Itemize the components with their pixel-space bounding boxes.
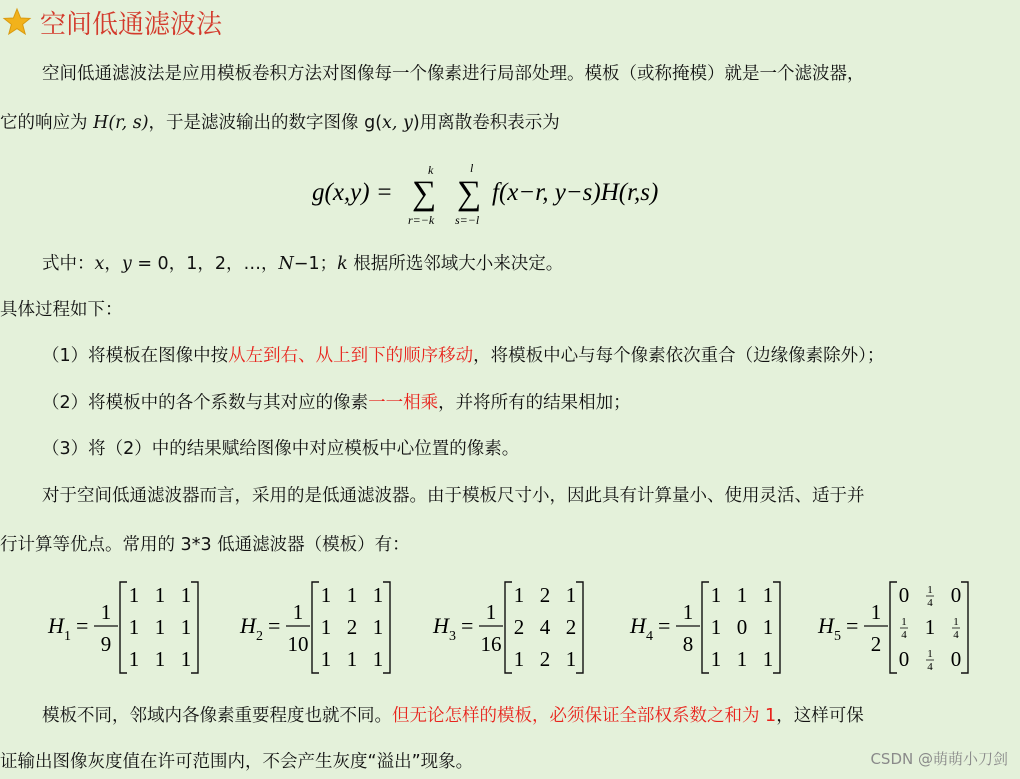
var-n: N bbox=[278, 254, 294, 274]
sum1-sign: ∑ bbox=[412, 175, 437, 212]
fraction-denominator: 2 bbox=[870, 632, 882, 656]
matrix-name: H bbox=[818, 613, 834, 638]
var-y: y bbox=[121, 254, 132, 274]
matrix-cell: 1 bbox=[128, 647, 140, 671]
fraction-numerator: 1 bbox=[292, 600, 304, 624]
right-bracket bbox=[961, 582, 968, 673]
paragraph-2-line-2: 行计算等优点。常用的 3*3 低通滤波器（模板）有： bbox=[0, 535, 410, 555]
formula-body: f(x−r, y−s)H(r,s) bbox=[492, 179, 659, 206]
matrix-subscript: 2 bbox=[256, 629, 263, 644]
matrix-cell: 4 bbox=[539, 615, 551, 639]
matrix-cell: 1 bbox=[710, 583, 722, 607]
paragraph-2-line-1: 对于空间低通滤波器而言，采用的是低通滤波器。由于模板尺寸小，因此具有计算量小、使用灵活、适于并 bbox=[42, 486, 865, 506]
matrix-cell: 1 bbox=[372, 615, 384, 639]
equals-sign: = bbox=[846, 613, 859, 638]
matrix-cell: 1 bbox=[762, 583, 774, 607]
matrix-cell: 0 bbox=[736, 615, 748, 639]
matrix-cell: 1 bbox=[320, 647, 332, 671]
paragraph-1-line-2 bbox=[0, 111, 560, 135]
text-segment: ，于是滤波输出的数字图像 g( bbox=[148, 113, 383, 133]
matrix-cell: 1 bbox=[180, 615, 192, 639]
matrix-cell: 1 bbox=[154, 583, 166, 607]
matrix-cell: 1 bbox=[372, 583, 384, 607]
right-bracket bbox=[773, 582, 780, 673]
matrix-subscript: 1 bbox=[64, 629, 71, 644]
text-segment: ，这样可保 bbox=[776, 706, 864, 726]
matrix-cell: 2 bbox=[513, 615, 525, 639]
text-segment: 根据所选邻域大小来决定。 bbox=[347, 254, 564, 274]
left-bracket bbox=[505, 582, 512, 673]
matrix-cell: 1 bbox=[565, 583, 577, 607]
where-clause bbox=[42, 252, 563, 276]
fraction-numerator: 1 bbox=[485, 600, 497, 624]
process-heading: 具体过程如下： bbox=[0, 300, 123, 320]
star-icon bbox=[2, 7, 32, 37]
text-segment: −1； bbox=[293, 254, 338, 274]
matrix-cell: 1 bbox=[180, 647, 192, 671]
text-segment: （1）将模板在图像中按 bbox=[42, 346, 229, 366]
right-bracket bbox=[383, 582, 390, 673]
text-segment: 模板不同，邻域内各像素重要程度也就不同。 bbox=[42, 706, 392, 726]
matrix-cell-numerator: 1 bbox=[953, 616, 959, 628]
paragraph-3-line-2: 证输出图像灰度值在许可范围内，不会产生灰度“溢出”现象。 bbox=[0, 752, 474, 772]
matrix-cell: 1 bbox=[320, 583, 332, 607]
matrix-cell: 1 bbox=[710, 615, 722, 639]
sum2-lower: s=−l bbox=[455, 213, 480, 227]
text-segment: （2）将模板中的各个系数与其对应的像素 bbox=[42, 393, 369, 413]
sum1-lower: r=−k bbox=[408, 213, 435, 227]
highlight-text: 从左到右、从上到下的顺序移动 bbox=[228, 346, 474, 366]
page-title: 空间低通滤波法 bbox=[40, 9, 223, 40]
text-segment: 它的响应为 bbox=[0, 113, 94, 133]
var-k: k bbox=[337, 254, 348, 274]
matrix-cell: 1 bbox=[154, 647, 166, 671]
fraction-denominator: 16 bbox=[480, 632, 502, 656]
highlight-text: 一一相乘 bbox=[368, 393, 439, 413]
matrix-subscript: 4 bbox=[646, 629, 653, 644]
equals-sign: = bbox=[461, 613, 474, 638]
equals-sign: = bbox=[658, 613, 671, 638]
paragraph-3-line-1 bbox=[42, 704, 864, 728]
left-bracket bbox=[312, 582, 319, 673]
matrix-cell: 0 bbox=[898, 647, 910, 671]
matrix-cell: 1 bbox=[736, 647, 748, 671]
matrix-cell: 1 bbox=[180, 583, 192, 607]
matrix-cell: 2 bbox=[539, 647, 551, 671]
matrix-cell-numerator: 1 bbox=[901, 616, 907, 628]
matrix-subscript: 3 bbox=[449, 629, 456, 644]
title-row bbox=[0, 4, 222, 40]
matrix-cell-numerator: 1 bbox=[927, 584, 933, 596]
equals-sign: = bbox=[268, 613, 281, 638]
fraction-numerator: 1 bbox=[682, 600, 694, 624]
watermark: CSDN @萌萌小刀剑 bbox=[870, 750, 1008, 768]
left-bracket bbox=[702, 582, 709, 673]
matrix-cell: 1 bbox=[762, 615, 774, 639]
coords-symbol: x, y bbox=[382, 113, 413, 133]
matrix-name: H bbox=[630, 613, 646, 638]
fraction-numerator: 1 bbox=[870, 600, 882, 624]
fraction-denominator: 8 bbox=[682, 632, 694, 656]
matrix-cell: 1 bbox=[128, 615, 140, 639]
step-1 bbox=[42, 344, 884, 368]
matrix-cell: 1 bbox=[710, 647, 722, 671]
filter-matrices bbox=[40, 578, 1000, 678]
matrix-cell-denominator: 4 bbox=[927, 597, 933, 609]
response-symbol: H(r, s) bbox=[93, 113, 149, 133]
matrix-name: H bbox=[48, 613, 64, 638]
matrix-cell: 2 bbox=[565, 615, 577, 639]
sum2-upper: l bbox=[470, 161, 474, 175]
matrix-cell: 1 bbox=[346, 647, 358, 671]
left-bracket bbox=[120, 582, 127, 673]
step-3: （3）将（2）中的结果赋给图像中对应模板中心位置的像素。 bbox=[42, 439, 520, 459]
matrix-cell-denominator: 4 bbox=[901, 629, 907, 641]
matrix-cell-numerator: 1 bbox=[927, 648, 933, 660]
sum1-upper: k bbox=[428, 163, 434, 177]
matrix-cell: 1 bbox=[346, 583, 358, 607]
text-segment: = 0，1，2，…， bbox=[131, 254, 279, 274]
matrix-cell: 0 bbox=[898, 583, 910, 607]
text-segment: ， bbox=[104, 254, 122, 274]
matrix-cell: 1 bbox=[736, 583, 748, 607]
step-2 bbox=[42, 391, 631, 415]
matrix-subscript: 5 bbox=[834, 629, 841, 644]
matrix-cell-denominator: 4 bbox=[953, 629, 959, 641]
matrix-cell: 1 bbox=[565, 647, 577, 671]
equals-sign: = bbox=[76, 613, 89, 638]
formula-lhs: g(x,y) = bbox=[312, 179, 393, 206]
matrix-cell: 0 bbox=[950, 583, 962, 607]
matrix-cell: 1 bbox=[924, 615, 936, 639]
matrix-cell: 1 bbox=[320, 615, 332, 639]
sum2-sign: ∑ bbox=[457, 175, 482, 212]
matrix-cell: 1 bbox=[513, 647, 525, 671]
left-bracket bbox=[890, 582, 897, 673]
matrix-cell-denominator: 4 bbox=[927, 661, 933, 673]
convolution-formula bbox=[310, 160, 730, 230]
matrix-cell: 1 bbox=[372, 647, 384, 671]
text-segment: ，将模板中心与每个像素依次重合（边缘像素除外）； bbox=[473, 346, 885, 366]
right-bracket bbox=[191, 582, 198, 673]
highlight-text: 但无论怎样的模板，必须保证全部权系数之和为 1 bbox=[392, 706, 777, 726]
matrix-cell: 1 bbox=[762, 647, 774, 671]
text-segment: 式中： bbox=[42, 254, 95, 274]
matrix-cell: 1 bbox=[513, 583, 525, 607]
text-segment: ，并将所有的结果相加； bbox=[438, 393, 631, 413]
matrix-name: H bbox=[433, 613, 449, 638]
matrix-cell: 0 bbox=[950, 647, 962, 671]
matrix-cell: 2 bbox=[346, 615, 358, 639]
var-x: x bbox=[94, 254, 105, 274]
fraction-denominator: 10 bbox=[287, 632, 309, 656]
matrix-name: H bbox=[240, 613, 256, 638]
right-bracket bbox=[576, 582, 583, 673]
matrix-cell: 2 bbox=[539, 583, 551, 607]
matrix-cell: 1 bbox=[154, 615, 166, 639]
fraction-numerator: 1 bbox=[100, 600, 112, 624]
fraction-denominator: 9 bbox=[100, 632, 112, 656]
text-segment: )用离散卷积表示为 bbox=[412, 113, 560, 133]
matrix-cell: 1 bbox=[128, 583, 140, 607]
paragraph-1-line-1: 空间低通滤波法是应用模板卷积方法对图像每一个像素进行局部处理。模板（或称掩模）就是一个滤波器， bbox=[42, 64, 865, 84]
